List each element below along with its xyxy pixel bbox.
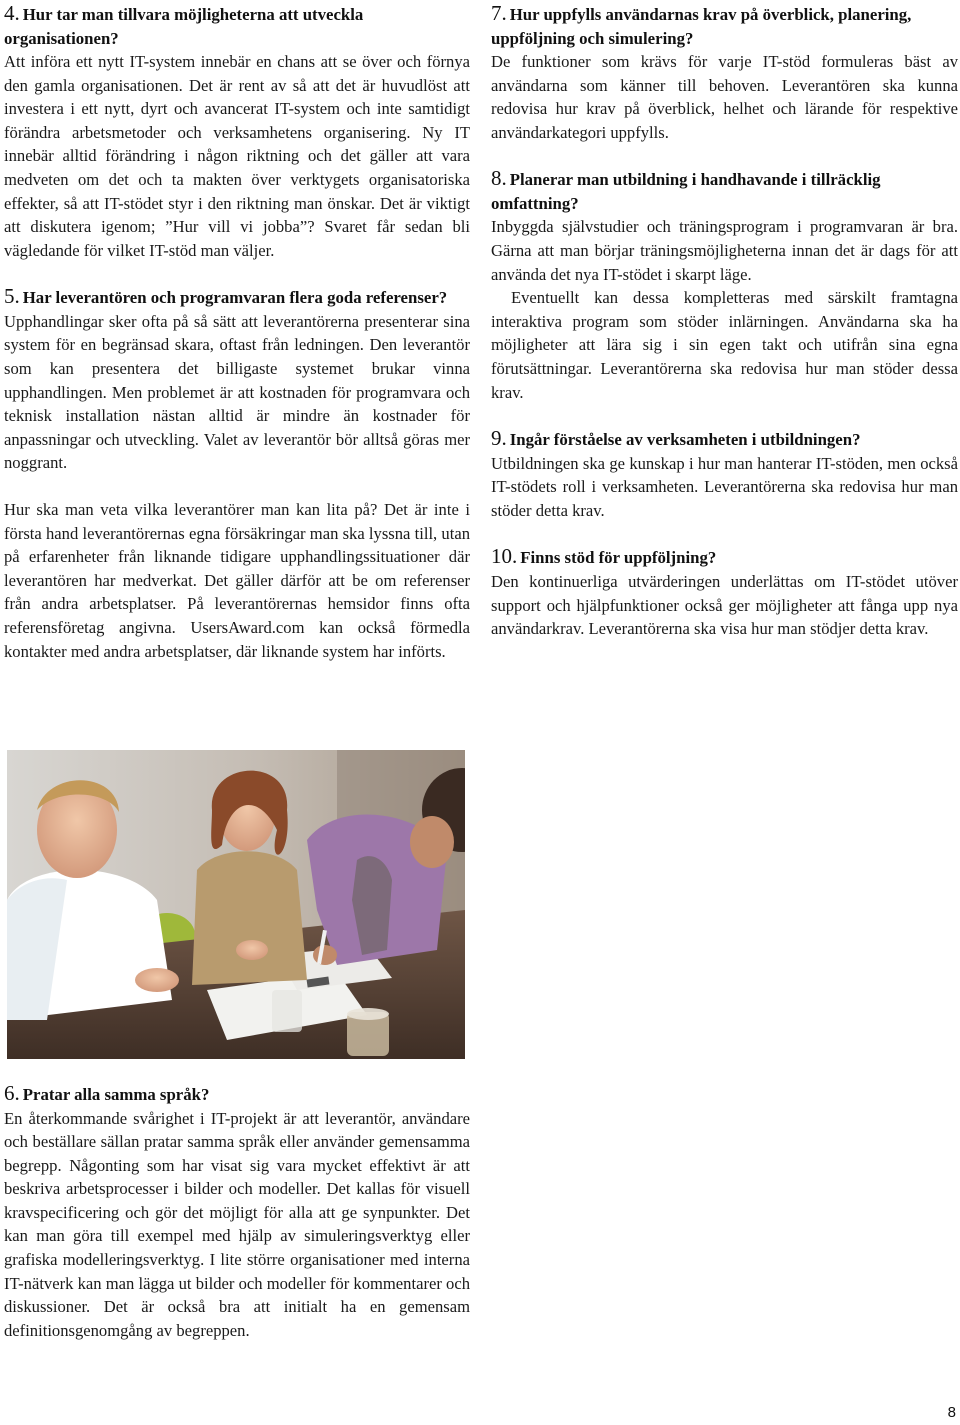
right-column — [491, 2, 958, 664]
section-number: 8. — [491, 166, 507, 191]
section-6 — [4, 1082, 470, 1342]
photo-illustration — [7, 750, 465, 1059]
section-number: 10. — [491, 544, 518, 569]
section-heading — [491, 545, 958, 570]
section-heading — [491, 2, 958, 50]
section-paragraph: En återkommande svårighet i IT-projekt är att leverantör, användare och beställare sällan pratar samma språk eller använder gemensamma begrepp. Någonting som har visat sig vara mycket effektivt är att beskriva arbetsprocesser i bilder och modeller. Det kallas för visuell kravspecificering och gör det möjligt för alla att ge synpunkter. Det kan man göra till exempel med hjälp av simuleringsverktyg eller grafiska modelleringsverktyg. I lite större organisationer med interna IT-nätverk kan man lägga ut bilder och modeller för kommentarer och diskussioner. Det är också bra att initialt ha en gemensam definitionsgenomgång av begreppen. — [4, 1108, 470, 1340]
section-heading — [491, 167, 958, 215]
section-title: Hur uppfylls användarnas krav på överblick, planering, uppföljning och simulering? — [491, 5, 912, 48]
bottom-left-column — [4, 1082, 470, 1365]
section-title: Hur tar man tillvara möjligheterna att utveckla organisationen? — [4, 5, 364, 48]
section-paragraph: Att införa ett nytt IT-system innebär en chans att se över och förnya den gamla organisationen. Det är rent av så att det är huvudlöst att investera i ett nytt, dyrt och avancerat IT-system och inte samtidigt förändra arbetsmetoder och verksamhetens organisering. Ny IT innebär alltid förändring i någon riktning och det gäller att vara medveten om det och ta makten över verktygets organisatoriska effekter, så att IT-stödet styr i den riktning man önskar. Det är viktigt att diskutera igenom; ”Hur vill vi jobba”? Svaret får sedan bli vägledande för vilket IT-stöd man väljer. — [4, 52, 470, 260]
left-column — [4, 2, 470, 686]
section-title: Pratar alla samma språk? — [22, 1085, 210, 1104]
section-heading — [491, 427, 958, 452]
section-title: Ingår förståelse av verksamheten i utbildningen? — [509, 430, 861, 450]
section-number: 9. — [491, 426, 507, 451]
section-number: 7. — [491, 1, 507, 25]
page-number: 8 — [947, 1404, 956, 1421]
section-heading — [4, 1082, 470, 1107]
section-paragraph: Utbildningen ska ge kunskap i hur man hanterar IT-stöden, men också IT-stödets roll i verksamheten. Leverantörerna ska redovisa hur man stöder detta krav. — [491, 453, 958, 520]
section-7 — [491, 2, 958, 144]
section-paragraph: Hur ska man veta vilka leverantörer man kan lita på? Det är inte i första hand leverantörernas egna försäkringar man ska lyssna till, utan på erfarenheter från liknande tidigare upphandlingssituationer där leverantören har medverkat. Det gäller därför att be om referenser från andra arbetsplatser. På leverantörernas hemsidor finns ofta referensföretag angivna. UsersAward.com kan också förmedla kontakter med andra arbetsplatser, där liknande system har införts. — [4, 500, 470, 661]
section-paragraph: Den kontinuerliga utvärderingen underlättas om IT-stödet utöver support och hjälpfunktioner också ger möjligheter att fånga upp nya användarkrav. Leverantörerna ska visa hur man stödjer detta krav. — [491, 571, 958, 639]
section-number: 5. — [4, 284, 20, 309]
section-title: Har leverantören och programvaran flera goda referenser? — [22, 288, 448, 308]
section-4 — [4, 2, 470, 262]
section-paragraph: De funktioner som krävs för varje IT-stöd formuleras bäst av användarna som känner till behoven. Leverantören ska kunna redovisa hur krav på överblick, helhet och lärande för respektive användarkategori uppfylls. — [491, 52, 958, 142]
section-heading — [4, 285, 470, 310]
section-8 — [491, 167, 958, 404]
section-9 — [491, 427, 958, 522]
section-paragraph: Upphandlingar sker ofta på så sätt att leverantörerna presenterar sina system för en begränsad skara, oftast från ledningen. Den leverantör som kan presentera det billigaste systemet brukar vinna upphandlingen. Men problemet är att kostnaden för programvara och teknisk installation nästan alltid är mindre än kostnader för anpassningar och utveckling. Valet av leverantör bör alltså göras mer noggrant. — [4, 311, 470, 473]
photo-people-at-table — [7, 750, 465, 1059]
section-title: Finns stöd för uppföljning? — [520, 548, 717, 568]
section-title: Planerar man utbildning i handhavande i tillräcklig omfattning? — [491, 170, 881, 213]
section-paragraph: Eventuellt kan dessa kompletteras med särskilt framtagna interaktiva program som stöder inlärningen. Användarna ska ha möjligheter att lära sig i sin egen takt och utifrån sina egna förutsättningar. Leverantörerna ska redovisa hur man stöder dessa krav. — [491, 288, 958, 402]
section-paragraph: Inbyggda självstudier och träningsprogram i programvaran är bra. Gärna att man börjar träningsmöjligheterna innan det är dags för att använda det nya IT-stödet i skarpt läge. — [491, 217, 958, 284]
section-number: 6. — [4, 1081, 20, 1105]
section-10 — [491, 545, 958, 640]
section-5 — [4, 285, 470, 663]
section-heading — [4, 2, 470, 50]
section-number: 4. — [4, 1, 20, 25]
